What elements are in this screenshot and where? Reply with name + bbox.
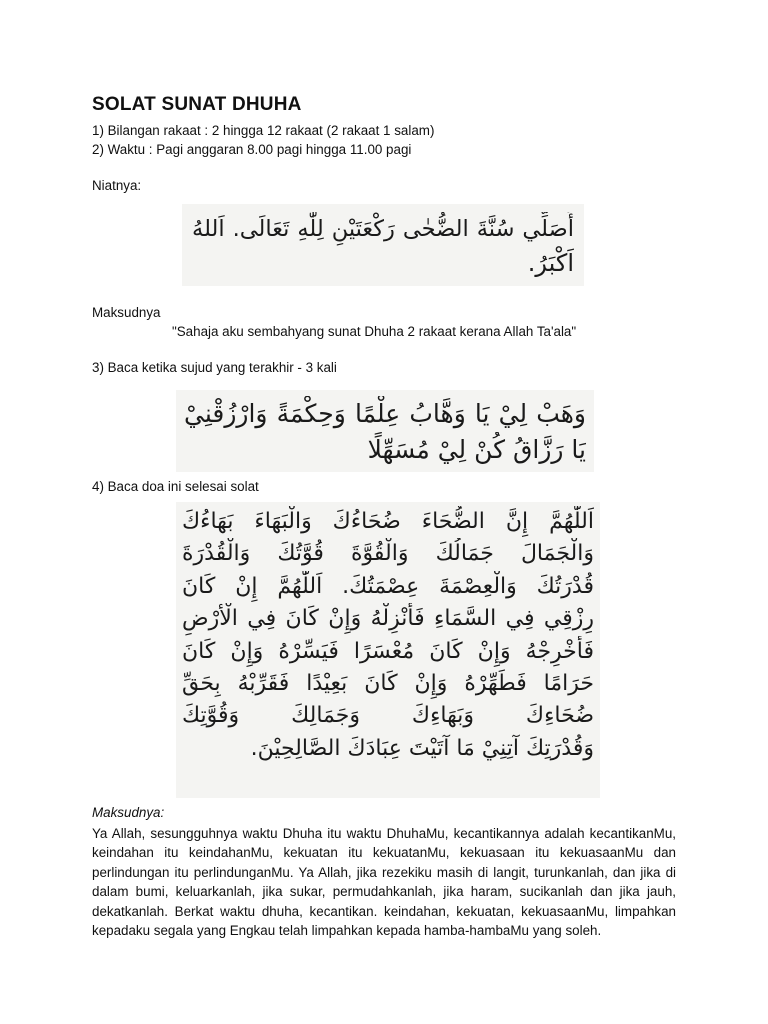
doa-arabic-line: وَقُدْرَتِكَ آتِنِيْ مَا آتَيْتَ عِبَادَكَ الصَّالِحِيْنَ. [250,735,594,761]
item-baca-doa: 4) Baca doa ini selesai solat [92,479,259,494]
maksud-text: "Sahaja aku sembahyang sunat Dhuha 2 rakaat kerana Allah Ta'ala" [172,324,577,339]
sujud-arabic-text [176,390,594,472]
doa-arabic-line: رِزْقِي فِي السَّمَاءِ فَأَنْزِلْهُ وَإِنْ كَانَ فِي الْأَرْضِ [182,606,594,632]
niat-arabic-text [182,204,584,286]
item-baca-sujud: 3) Baca ketika sujud yang terakhir - 3 kali [92,360,337,375]
niat-arabic-line: اَكْبَرُ. [527,249,574,277]
niat-label: Niatnya: [92,178,142,193]
maksud-doa-paragraph: Ya Allah, sesungguhnya waktu Dhuha itu waktu DhuhaMu, kecantikannya adalah kecantikanMu, keindahan itu keindahanMu, kekuatan itu kekuatanMu, kekuasaan itu kekuasaanMu dan perlindungan itu perlindunganMu. Ya Allah, jika rezekiku masih di langit, turunkanlah, dan jika di dalam bumi, keluarkanlah, jika sukar, permudahkanlah, jika haram, sucikanlah dan jika jauh, dekatkanlah. Berkat waktu dhuha, kecantikan. keindahan, kekuatan, kekuasaanMu, limpahkan kepadaku segala yang Engkau telah limpahkan kepada hamba-hambaMu yang soleh. [92,826,676,939]
maksud-doa-label: Maksudnya: [92,805,165,820]
maksud-label: Maksudnya [92,305,161,320]
sujud-arabic-line: يَا رَزَّاقُ كُنْ لِيْ مُسَهِّلًا [367,435,586,464]
doa-arabic-text [176,502,600,798]
document-title: SOLAT SUNAT DHUHA [92,94,302,115]
item-waktu: 2) Waktu : Pagi anggaran 8.00 pagi hingga 11.00 pagi [92,142,412,157]
doa-arabic-line: فَأَخْرِجْهُ وَإِنْ كَانَ مُعْسَرًا فَيَسِّرْهُ وَإِنْ كَانَ [182,638,594,664]
doa-arabic-line: وَالْجَمَالَ جَمَالُكَ وَالْقُوَّةَ قُوَّتُكَ وَالْقُدْرَةَ [182,541,594,567]
niat-arabic-line: أُصَلِّي سُنَّةَ الضُّحٰى رَكْعَتَيْنِ لِلّٰهِ تَعَالَى. اَللهُ [192,216,574,242]
doa-arabic-line: حَرَامًا فَطَهِّرْهُ وَإِنْ كَانَ بَعِيْدًا فَقَرِّبْهُ بِحَقِّ [182,671,594,697]
item-bilangan-rakaat: 1) Bilangan rakaat : 2 hingga 12 rakaat (2 rakaat 1 salam) [92,123,435,138]
doa-arabic-line: اَللّٰهُمَّ إِنَّ الضُّحَاءَ ضُحَاءُكَ وَالْبَهَاءَ بَهَاءُكَ [182,509,594,534]
doa-arabic-line: ضُحَاءِكَ وَبَهَاءِكَ وَجَمَالِكَ وَقُوَّتِكَ [182,703,594,729]
doa-arabic-line: قُدْرَتُكَ وَالْعِصْمَةَ عِصْمَتُكَ. اَللّٰهُمَّ إِنْ كَانَ [182,573,594,599]
sujud-arabic-line: وَهَبْ لِيْ يَا وَهَّابُ عِلْمًا وَحِكْمَةً وَارْزُقْنِيْ [184,399,586,428]
